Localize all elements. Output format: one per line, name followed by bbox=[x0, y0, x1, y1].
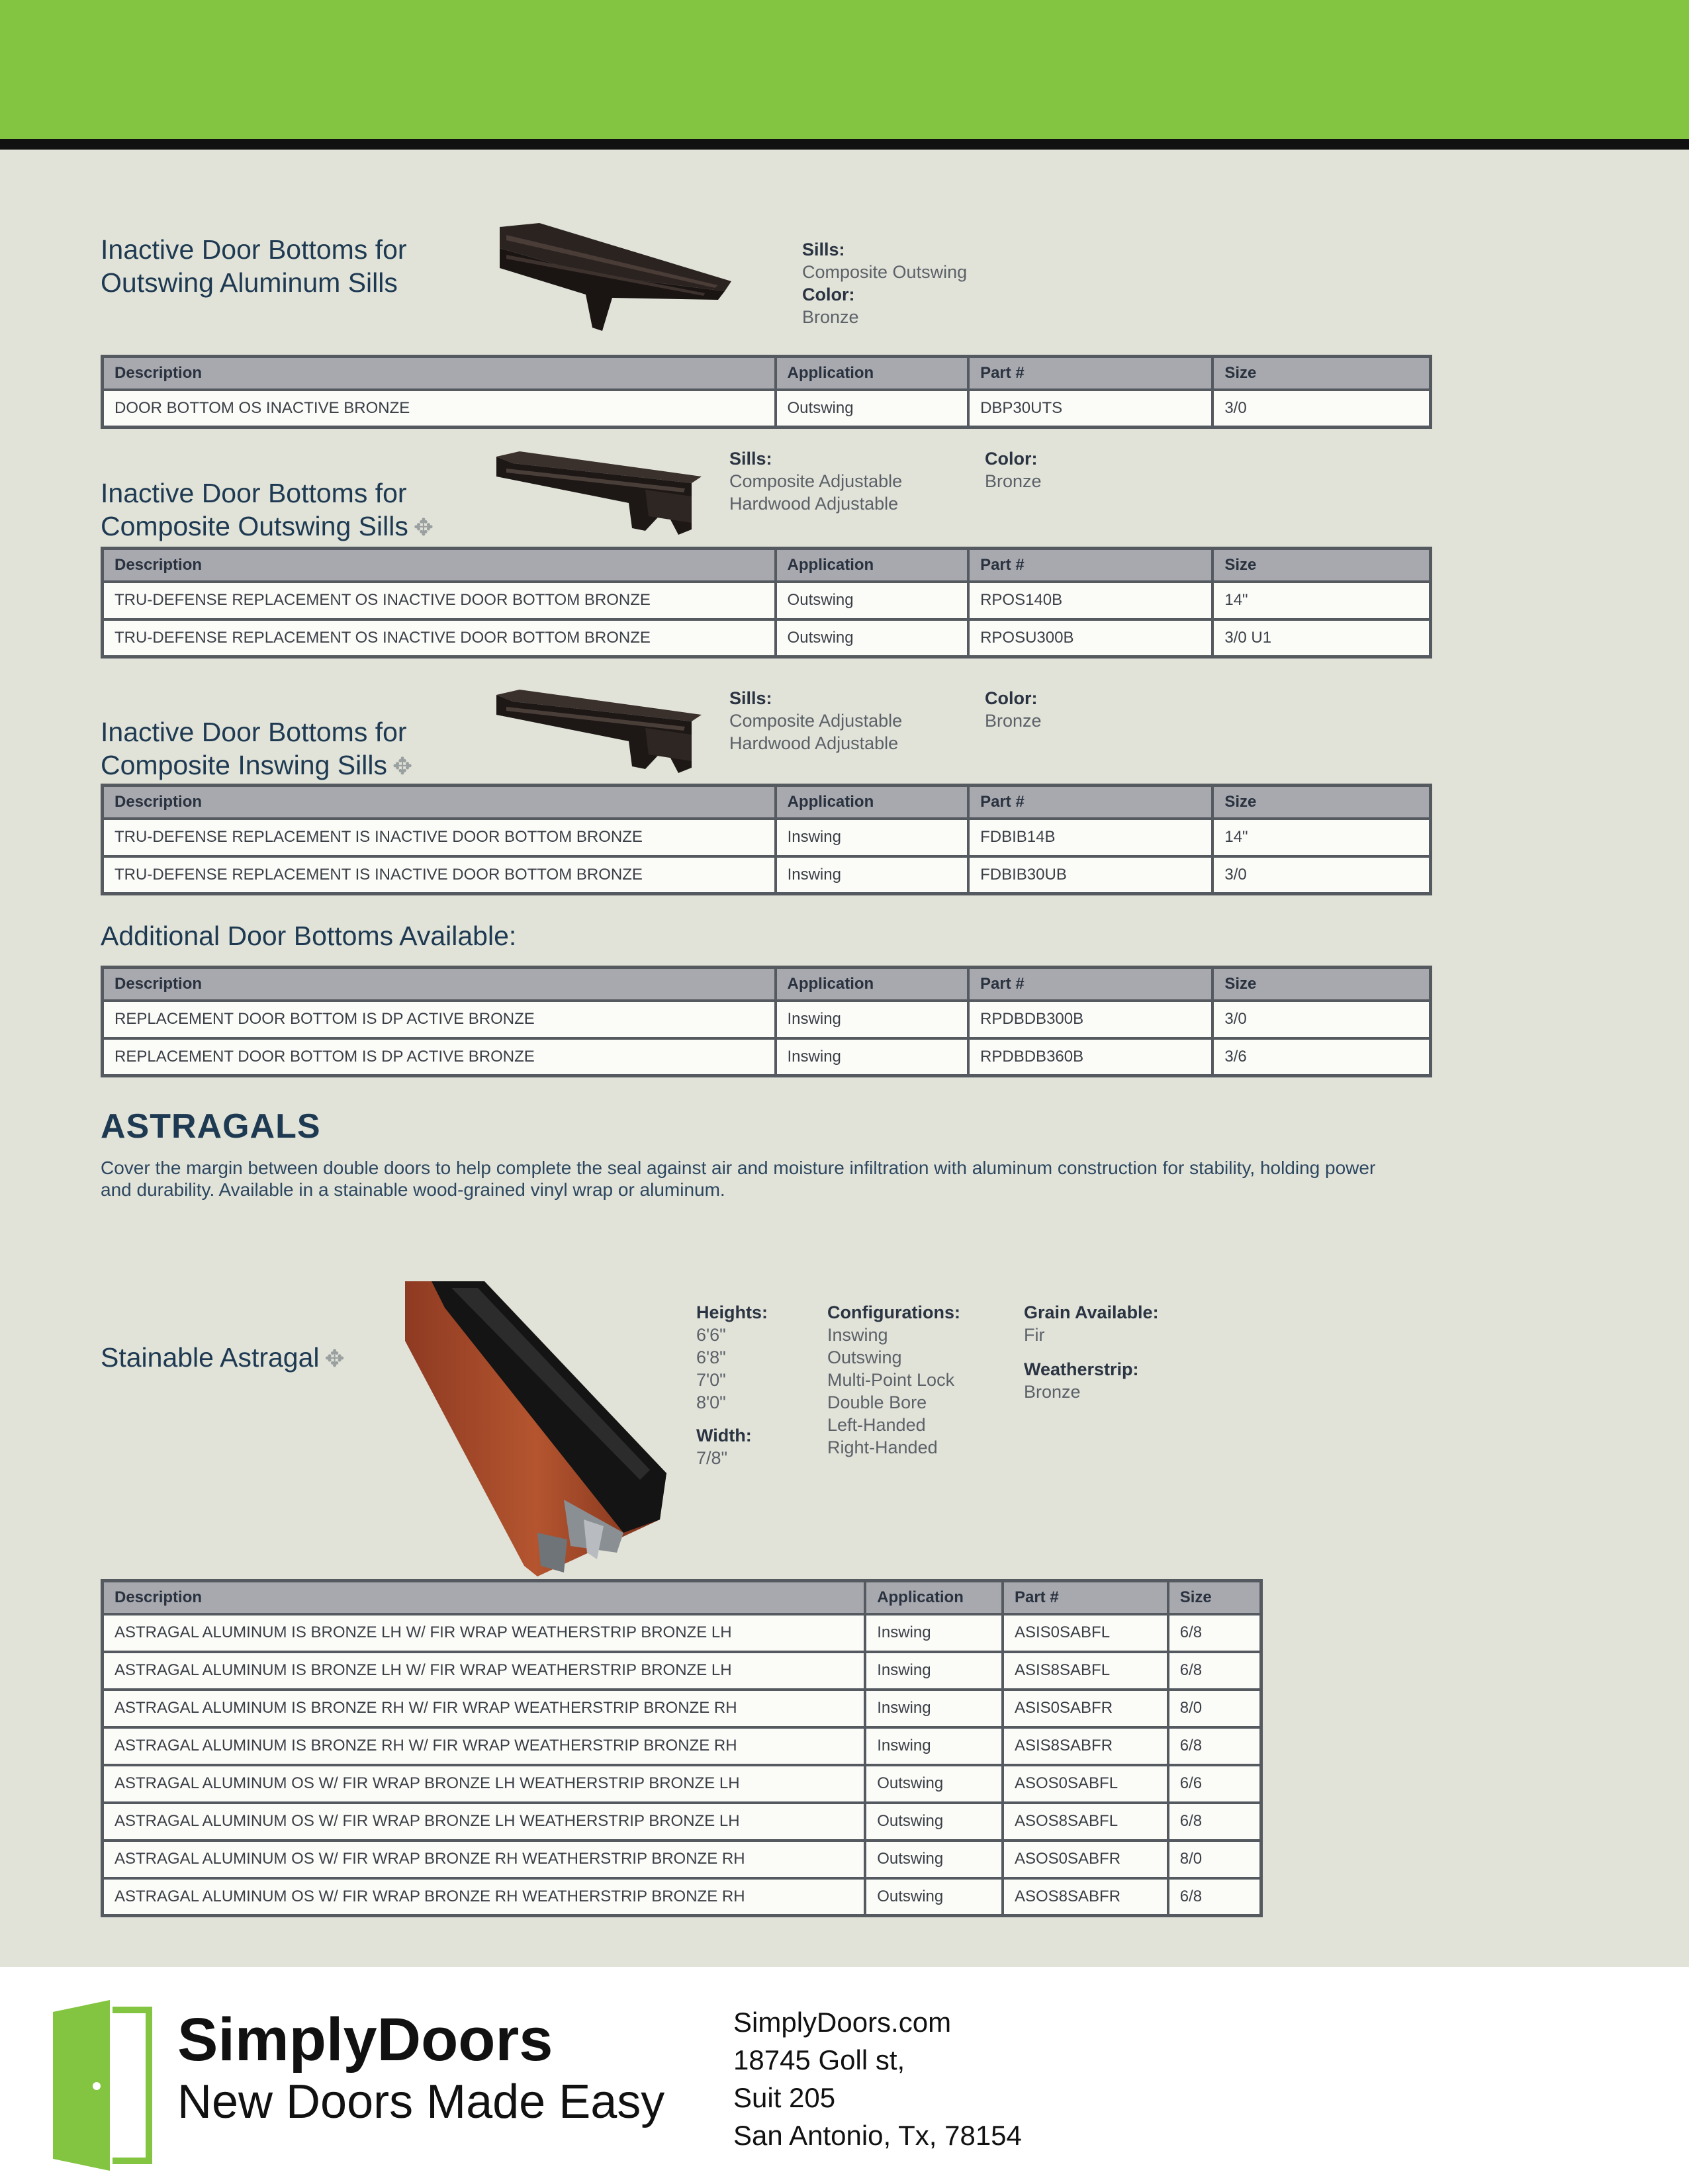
cell-size: 3/6 bbox=[1212, 1038, 1430, 1076]
cell-part: FDBIB30UB bbox=[968, 856, 1212, 894]
spec-value: Composite Adjustable bbox=[729, 711, 903, 731]
cell-description: ASTRAGAL ALUMINUM IS BRONZE LH W/ FIR WRAP WEATHERSTRIP BRONZE LH bbox=[103, 1652, 866, 1690]
table-row bbox=[103, 619, 1431, 657]
cell-application: Inswing bbox=[865, 1690, 1003, 1727]
spec-value: Hardwood Adjustable bbox=[729, 494, 899, 514]
heading-text: Stainable Astragal bbox=[101, 1342, 320, 1373]
col-header-application: Application bbox=[776, 786, 969, 819]
heading-text: Inactive Door Bottoms for Composite Outswing Sills bbox=[101, 478, 408, 541]
table-row bbox=[103, 1803, 1261, 1841]
spec-color-s3 bbox=[985, 687, 1042, 732]
cell-description: DOOR BOTTOM OS INACTIVE BRONZE bbox=[103, 390, 776, 428]
col-header-part: Part # bbox=[968, 549, 1212, 582]
parts-table-s1 bbox=[101, 355, 1432, 429]
spec-label: Width: bbox=[696, 1426, 752, 1445]
spec-value: Hardwood Adjustable bbox=[729, 733, 899, 753]
spec-value: Bronze bbox=[1024, 1382, 1081, 1402]
spec-label: Sills: bbox=[729, 688, 772, 708]
top-black-rule bbox=[0, 139, 1689, 150]
spec-label: Configurations: bbox=[827, 1302, 960, 1322]
col-header-application: Application bbox=[776, 968, 969, 1001]
col-header-size: Size bbox=[1212, 786, 1430, 819]
cell-description: ASTRAGAL ALUMINUM IS BRONZE RH W/ FIR WRAP WEATHERSTRIP BRONZE RH bbox=[103, 1690, 866, 1727]
cell-part: RPDBDB300B bbox=[968, 1001, 1212, 1038]
cell-application: Outswing bbox=[865, 1765, 1003, 1803]
astragal-product-image bbox=[405, 1281, 676, 1576]
plus-cross-icon: ✥ bbox=[413, 514, 434, 541]
cell-part: ASIS8SABFR bbox=[1003, 1727, 1168, 1765]
cell-size: 3/0 bbox=[1212, 1001, 1430, 1038]
cell-application: Inswing bbox=[776, 1001, 969, 1038]
cell-application: Outswing bbox=[865, 1803, 1003, 1841]
cell-application: Inswing bbox=[865, 1652, 1003, 1690]
cell-application: Inswing bbox=[865, 1614, 1003, 1652]
parts-table-astragals bbox=[101, 1579, 1263, 1917]
spec-label: Weatherstrip: bbox=[1024, 1359, 1139, 1379]
plus-cross-icon: ✥ bbox=[324, 1345, 345, 1372]
cell-size: 6/6 bbox=[1168, 1765, 1261, 1803]
cell-description: ASTRAGAL ALUMINUM OS W/ FIR WRAP BRONZE LH WEATHERSTRIP BRONZE LH bbox=[103, 1803, 866, 1841]
astragals-description: Cover the margin between double doors to help complete the seal against air and moisture infiltration with aluminum construction for stability, holding power and durability. Available in a stainable wood-grained vinyl wrap or aluminum. bbox=[101, 1158, 1376, 1200]
table-row bbox=[103, 1038, 1431, 1076]
table-row bbox=[103, 1614, 1261, 1652]
cell-description: TRU-DEFENSE REPLACEMENT IS INACTIVE DOOR BOTTOM BRONZE bbox=[103, 819, 776, 856]
cell-part: ASOS0SABFL bbox=[1003, 1765, 1168, 1803]
table-row bbox=[103, 1878, 1261, 1916]
col-header-description: Description bbox=[103, 1581, 866, 1614]
spec-value: Bronze bbox=[985, 471, 1042, 491]
top-green-band bbox=[0, 0, 1689, 139]
col-header-part: Part # bbox=[1003, 1581, 1168, 1614]
section-heading-outswing-aluminum: Inactive Door Bottoms for Outswing Aluminum Sills bbox=[101, 234, 407, 298]
table-header-row bbox=[103, 549, 1431, 582]
astragals-title: ASTRAGALS bbox=[101, 1107, 321, 1146]
spec-value: Bronze bbox=[985, 711, 1042, 731]
door-bottom-product-image bbox=[493, 450, 705, 536]
spec-value: Bronze bbox=[802, 307, 859, 327]
table-row bbox=[103, 1001, 1431, 1038]
cell-description: ASTRAGAL ALUMINUM OS W/ FIR WRAP BRONZE RH WEATHERSTRIP BRONZE RH bbox=[103, 1841, 866, 1878]
cell-part: ASIS8SABFL bbox=[1003, 1652, 1168, 1690]
spec-configurations bbox=[827, 1301, 960, 1459]
cell-description: ASTRAGAL ALUMINUM OS W/ FIR WRAP BRONZE RH WEATHERSTRIP BRONZE RH bbox=[103, 1878, 866, 1916]
col-header-description: Description bbox=[103, 968, 776, 1001]
cell-size: 6/8 bbox=[1168, 1727, 1261, 1765]
cell-size: 8/0 bbox=[1168, 1690, 1261, 1727]
table-header-row bbox=[103, 968, 1431, 1001]
spec-value: 7/8" bbox=[696, 1448, 728, 1468]
col-header-description: Description bbox=[103, 786, 776, 819]
cell-size: 14" bbox=[1212, 819, 1430, 856]
spec-sills-s3 bbox=[729, 687, 902, 754]
cell-size: 6/8 bbox=[1168, 1878, 1261, 1916]
spec-label: Color: bbox=[985, 449, 1038, 469]
cell-application: Inswing bbox=[776, 856, 969, 894]
section-heading-composite-inswing bbox=[101, 682, 412, 783]
cell-application: Inswing bbox=[865, 1727, 1003, 1765]
cell-size: 6/8 bbox=[1168, 1803, 1261, 1841]
table-row bbox=[103, 1727, 1261, 1765]
col-header-part: Part # bbox=[968, 357, 1212, 390]
spec-grain-weatherstrip bbox=[1024, 1301, 1159, 1403]
table-header-row bbox=[103, 357, 1431, 390]
spec-value: Right-Handed bbox=[827, 1437, 938, 1457]
spec-value: Outswing bbox=[827, 1347, 902, 1367]
col-header-application: Application bbox=[865, 1581, 1003, 1614]
table-row bbox=[103, 390, 1431, 428]
stainable-astragal-heading bbox=[101, 1308, 345, 1375]
cell-application: Inswing bbox=[776, 1038, 969, 1076]
cell-description: TRU-DEFENSE REPLACEMENT IS INACTIVE DOOR BOTTOM BRONZE bbox=[103, 856, 776, 894]
cell-size: 14" bbox=[1212, 582, 1430, 619]
heading-text: Inactive Door Bottoms for Composite Inswing Sills bbox=[101, 717, 407, 780]
spec-value: 6'6" bbox=[696, 1325, 726, 1345]
cell-size: 3/0 bbox=[1212, 390, 1430, 428]
cell-application: Outswing bbox=[865, 1841, 1003, 1878]
section-heading-additional: Additional Door Bottoms Available: bbox=[101, 921, 517, 951]
cell-application: Outswing bbox=[865, 1878, 1003, 1916]
spec-label: Color: bbox=[802, 285, 855, 304]
col-header-part: Part # bbox=[968, 968, 1212, 1001]
cell-part: ASOS8SABFL bbox=[1003, 1803, 1168, 1841]
spec-value: Composite Outswing bbox=[802, 262, 968, 282]
parts-table-s4 bbox=[101, 966, 1432, 1077]
col-header-description: Description bbox=[103, 549, 776, 582]
spec-heights bbox=[696, 1301, 768, 1469]
table-row bbox=[103, 1765, 1261, 1803]
table-row bbox=[103, 1690, 1261, 1727]
spec-value: 8'0" bbox=[696, 1392, 726, 1412]
cell-description: REPLACEMENT DOOR BOTTOM IS DP ACTIVE BRONZE bbox=[103, 1038, 776, 1076]
table-row bbox=[103, 1652, 1261, 1690]
col-header-description: Description bbox=[103, 357, 776, 390]
cell-size: 6/8 bbox=[1168, 1614, 1261, 1652]
door-bottom-product-image bbox=[493, 688, 705, 774]
col-header-size: Size bbox=[1212, 968, 1430, 1001]
cell-part: RPOS140B bbox=[968, 582, 1212, 619]
cell-application: Outswing bbox=[776, 582, 969, 619]
cell-size: 3/0 bbox=[1212, 856, 1430, 894]
cell-application: Outswing bbox=[776, 619, 969, 657]
spec-value: 7'0" bbox=[696, 1370, 726, 1390]
cell-size: 3/0 U1 bbox=[1212, 619, 1430, 657]
address-line: 18745 Goll st, bbox=[733, 2044, 905, 2075]
spec-value: 6'8" bbox=[696, 1347, 726, 1367]
cell-description: TRU-DEFENSE REPLACEMENT OS INACTIVE DOOR BOTTOM BRONZE bbox=[103, 619, 776, 657]
cell-part: DBP30UTS bbox=[968, 390, 1212, 428]
spec-label: Grain Available: bbox=[1024, 1302, 1159, 1322]
table-row bbox=[103, 582, 1431, 619]
col-header-application: Application bbox=[776, 549, 969, 582]
cell-part: ASOS0SABFR bbox=[1003, 1841, 1168, 1878]
col-header-size: Size bbox=[1168, 1581, 1261, 1614]
brand-tagline: New Doors Made Easy bbox=[177, 2075, 665, 2128]
col-header-size: Size bbox=[1212, 549, 1430, 582]
spec-value: Left-Handed bbox=[827, 1415, 926, 1435]
address-line: Suit 205 bbox=[733, 2082, 836, 2113]
cell-part: RPOSU300B bbox=[968, 619, 1212, 657]
cell-part: ASOS8SABFR bbox=[1003, 1878, 1168, 1916]
cell-application: Inswing bbox=[776, 819, 969, 856]
parts-table-s3 bbox=[101, 784, 1432, 895]
brand-name: SimplyDoors bbox=[177, 2006, 553, 2073]
cell-description: ASTRAGAL ALUMINUM OS W/ FIR WRAP BRONZE LH WEATHERSTRIP BRONZE LH bbox=[103, 1765, 866, 1803]
section-heading-composite-outswing bbox=[101, 443, 434, 544]
cell-description: ASTRAGAL ALUMINUM IS BRONZE RH W/ FIR WRAP WEATHERSTRIP BRONZE RH bbox=[103, 1727, 866, 1765]
plus-cross-icon: ✥ bbox=[392, 752, 413, 780]
spec-value: Fir bbox=[1024, 1325, 1045, 1345]
spec-value: Multi-Point Lock bbox=[827, 1370, 955, 1390]
spec-label: Heights: bbox=[696, 1302, 768, 1322]
col-header-part: Part # bbox=[968, 786, 1212, 819]
cell-part: RPDBDB360B bbox=[968, 1038, 1212, 1076]
cell-size: 8/0 bbox=[1168, 1841, 1261, 1878]
table-row bbox=[103, 819, 1431, 856]
spec-color-s2 bbox=[985, 447, 1042, 492]
spec-value: Composite Adjustable bbox=[729, 471, 903, 491]
cell-description: ASTRAGAL ALUMINUM IS BRONZE LH W/ FIR WRAP WEATHERSTRIP BRONZE LH bbox=[103, 1614, 866, 1652]
cell-part: FDBIB14B bbox=[968, 819, 1212, 856]
cell-part: ASIS0SABFL bbox=[1003, 1614, 1168, 1652]
cell-part: ASIS0SABFR bbox=[1003, 1690, 1168, 1727]
spec-label: Color: bbox=[985, 688, 1038, 708]
address-line: San Antonio, Tx, 78154 bbox=[733, 2120, 1022, 2151]
spec-value: Inswing bbox=[827, 1325, 888, 1345]
cell-application: Outswing bbox=[776, 390, 969, 428]
door-logo-icon bbox=[50, 2000, 156, 2171]
spec-label: Sills: bbox=[729, 449, 772, 469]
spec-label: Sills: bbox=[802, 240, 845, 259]
spec-block-s1 bbox=[802, 238, 967, 328]
cell-description: TRU-DEFENSE REPLACEMENT OS INACTIVE DOOR BOTTOM BRONZE bbox=[103, 582, 776, 619]
spec-sills-s2 bbox=[729, 447, 902, 515]
website-link[interactable]: SimplyDoors.com bbox=[733, 2007, 952, 2038]
cell-description: REPLACEMENT DOOR BOTTOM IS DP ACTIVE BRONZE bbox=[103, 1001, 776, 1038]
col-header-application: Application bbox=[776, 357, 969, 390]
table-row bbox=[103, 1841, 1261, 1878]
table-header-row bbox=[103, 1581, 1261, 1614]
contact-address bbox=[733, 2003, 1022, 2154]
table-row bbox=[103, 856, 1431, 894]
col-header-size: Size bbox=[1212, 357, 1430, 390]
door-bottom-product-image bbox=[493, 222, 731, 334]
table-header-row bbox=[103, 786, 1431, 819]
cell-size: 6/8 bbox=[1168, 1652, 1261, 1690]
parts-table-s2 bbox=[101, 547, 1432, 659]
spec-value: Double Bore bbox=[827, 1392, 927, 1412]
